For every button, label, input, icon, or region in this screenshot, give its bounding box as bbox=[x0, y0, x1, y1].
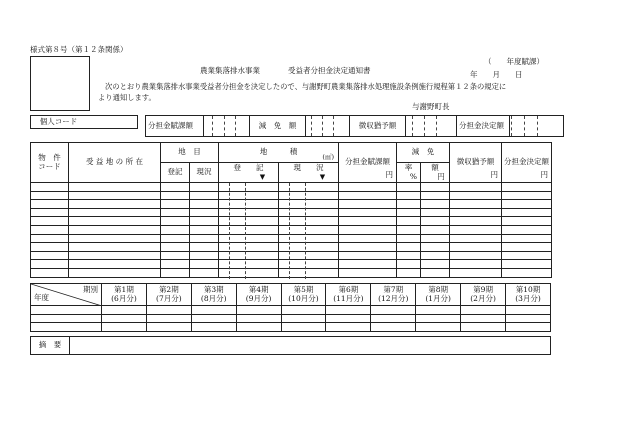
table-cell[interactable] bbox=[190, 217, 219, 226]
table-cell[interactable] bbox=[69, 208, 161, 217]
installment-cell[interactable] bbox=[102, 314, 147, 323]
table-cell[interactable] bbox=[502, 217, 552, 226]
table-cell[interactable] bbox=[279, 234, 339, 243]
table-row bbox=[31, 251, 552, 260]
table-cell[interactable] bbox=[31, 225, 69, 234]
period-header bbox=[506, 284, 551, 306]
table-cell[interactable] bbox=[190, 191, 219, 200]
area-dash bbox=[229, 183, 230, 279]
summary-dash bbox=[511, 116, 512, 136]
installment-cell[interactable] bbox=[506, 323, 551, 332]
table-cell[interactable] bbox=[397, 268, 421, 277]
installment-cell[interactable] bbox=[461, 323, 506, 332]
table-cell[interactable] bbox=[339, 268, 397, 277]
table-cell[interactable] bbox=[339, 208, 397, 217]
installment-cell[interactable] bbox=[236, 314, 281, 323]
table-cell[interactable] bbox=[69, 234, 161, 243]
table-cell[interactable] bbox=[190, 251, 219, 260]
period-header bbox=[416, 284, 461, 306]
col-scheduled-unit: 円 bbox=[490, 170, 498, 180]
table-cell[interactable] bbox=[161, 183, 190, 192]
period-name: 第2期 bbox=[158, 284, 179, 294]
summary-dash bbox=[537, 116, 538, 136]
summary-dash bbox=[212, 116, 213, 136]
table-cell[interactable] bbox=[161, 225, 190, 234]
table-cell[interactable] bbox=[190, 208, 219, 217]
period-month: (6月分) bbox=[111, 293, 137, 303]
table-cell[interactable] bbox=[31, 251, 69, 260]
period-month: (1月分) bbox=[425, 293, 451, 303]
table-cell[interactable] bbox=[69, 268, 161, 277]
period-name: 第3期 bbox=[203, 284, 224, 294]
period-name: 第8期 bbox=[428, 284, 449, 294]
table-cell[interactable] bbox=[279, 225, 339, 234]
table-cell[interactable] bbox=[502, 183, 552, 192]
summary-dash bbox=[436, 116, 437, 136]
col-assessed bbox=[339, 143, 397, 183]
period-month: (12月分) bbox=[378, 293, 409, 303]
triangle-marker: ▼ bbox=[259, 172, 266, 181]
col-scheduled-label: 徴収猶予額 bbox=[456, 157, 495, 167]
installment-row bbox=[31, 306, 551, 315]
table-cell[interactable] bbox=[421, 200, 450, 209]
table-cell[interactable] bbox=[31, 234, 69, 243]
table-cell[interactable] bbox=[502, 200, 552, 209]
table-cell[interactable] bbox=[397, 243, 421, 252]
table-cell[interactable] bbox=[397, 200, 421, 209]
table-cell[interactable] bbox=[450, 268, 502, 277]
table-cell[interactable] bbox=[190, 243, 219, 252]
period-name: 第10期 bbox=[515, 284, 541, 294]
department-label: 農業集落排水事業 bbox=[200, 66, 260, 75]
period-month: (7月分) bbox=[156, 293, 182, 303]
table-cell[interactable] bbox=[31, 260, 69, 269]
table-cell[interactable] bbox=[421, 191, 450, 200]
table-cell[interactable] bbox=[397, 260, 421, 269]
table-cell[interactable] bbox=[219, 234, 279, 243]
remarks-table bbox=[30, 336, 551, 355]
table-cell[interactable] bbox=[219, 251, 279, 260]
period-header bbox=[236, 284, 281, 306]
col-amount-unit: 円 bbox=[437, 171, 445, 181]
table-row bbox=[31, 234, 552, 243]
decided-label: 分担金決定額 bbox=[457, 116, 510, 137]
table-cell[interactable] bbox=[219, 217, 279, 226]
table-cell[interactable] bbox=[397, 225, 421, 234]
table-cell[interactable] bbox=[397, 183, 421, 192]
table-cell[interactable] bbox=[279, 183, 339, 192]
table-cell[interactable] bbox=[279, 208, 339, 217]
exemption-field[interactable] bbox=[306, 116, 350, 137]
installment-cell[interactable] bbox=[146, 314, 191, 323]
installment-cell[interactable] bbox=[102, 323, 147, 332]
table-cell[interactable] bbox=[279, 217, 339, 226]
col-assessed-label: 分担金賦課額 bbox=[345, 157, 390, 167]
period-name: 第5期 bbox=[293, 284, 314, 294]
table-cell[interactable] bbox=[339, 183, 397, 192]
table-cell[interactable] bbox=[69, 200, 161, 209]
installment-cell[interactable] bbox=[416, 314, 461, 323]
installment-cell[interactable] bbox=[371, 314, 416, 323]
table-cell[interactable] bbox=[339, 225, 397, 234]
period-header bbox=[371, 284, 416, 306]
exemption-label: 減 免 額 bbox=[250, 116, 306, 137]
area-dash bbox=[305, 183, 306, 279]
table-cell[interactable] bbox=[450, 225, 502, 234]
period-name: 第9期 bbox=[473, 284, 493, 294]
installment-rows bbox=[31, 306, 551, 332]
table-cell[interactable] bbox=[31, 200, 69, 209]
period-header bbox=[461, 284, 506, 306]
installment-cell[interactable] bbox=[326, 306, 371, 315]
table-cell[interactable] bbox=[161, 268, 190, 277]
col-land-category: 地 目 bbox=[161, 143, 219, 163]
period-header bbox=[191, 284, 236, 306]
area-dash bbox=[289, 183, 290, 279]
table-cell[interactable] bbox=[450, 234, 502, 243]
table-cell[interactable] bbox=[219, 268, 279, 277]
summary-dash bbox=[311, 116, 312, 136]
table-cell[interactable] bbox=[161, 234, 190, 243]
form-number: 様式第８号（第１２条関係） bbox=[30, 45, 128, 54]
period-header bbox=[326, 284, 371, 306]
table-cell[interactable] bbox=[69, 183, 161, 192]
table-row bbox=[31, 268, 552, 277]
table-cell[interactable] bbox=[31, 217, 69, 226]
amount-summary-table bbox=[145, 115, 564, 137]
table-cell[interactable] bbox=[279, 268, 339, 277]
installment-cell[interactable] bbox=[281, 314, 326, 323]
summary-dash bbox=[524, 116, 525, 136]
table-cell[interactable] bbox=[397, 234, 421, 243]
table-cell[interactable] bbox=[161, 191, 190, 200]
installment-cell[interactable] bbox=[191, 314, 236, 323]
issuer-name: 与謝野町長 bbox=[412, 102, 450, 111]
col-decided-label: 分担金決定額 bbox=[504, 157, 549, 167]
fiscal-year: （ 年度賦課） bbox=[484, 57, 544, 66]
table-cell[interactable] bbox=[31, 268, 69, 277]
table-cell[interactable] bbox=[339, 260, 397, 269]
table-cell[interactable] bbox=[421, 243, 450, 252]
period-label: 期別 bbox=[83, 285, 98, 294]
col-area-label: 地 積 bbox=[259, 147, 298, 157]
period-month: (9月分) bbox=[245, 293, 272, 303]
table-row bbox=[31, 243, 552, 252]
col-area bbox=[219, 143, 339, 163]
table-cell[interactable] bbox=[161, 243, 190, 252]
installment-cell[interactable] bbox=[191, 306, 236, 315]
installment-cell[interactable] bbox=[236, 323, 281, 332]
table-row bbox=[31, 200, 552, 209]
col-rate-unit: % bbox=[409, 171, 418, 181]
installment-cell[interactable] bbox=[326, 314, 371, 323]
table-cell[interactable] bbox=[421, 225, 450, 234]
table-cell[interactable] bbox=[339, 191, 397, 200]
installment-cell[interactable] bbox=[31, 323, 102, 332]
table-row bbox=[31, 225, 552, 234]
table-cell[interactable] bbox=[69, 243, 161, 252]
table-cell[interactable] bbox=[502, 243, 552, 252]
table-cell[interactable] bbox=[502, 208, 552, 217]
table-cell[interactable] bbox=[161, 217, 190, 226]
installment-cell[interactable] bbox=[506, 314, 551, 323]
table-cell[interactable] bbox=[31, 183, 69, 192]
table-cell[interactable] bbox=[279, 191, 339, 200]
summary-dash bbox=[412, 116, 413, 136]
period-year-header bbox=[31, 284, 102, 306]
table-cell[interactable] bbox=[339, 234, 397, 243]
table-cell[interactable] bbox=[279, 243, 339, 252]
table-cell[interactable] bbox=[161, 208, 190, 217]
table-cell[interactable] bbox=[421, 217, 450, 226]
summary-dash bbox=[235, 116, 236, 136]
col-amount-label: 額 bbox=[431, 162, 439, 172]
personal-code-field[interactable] bbox=[86, 116, 138, 129]
table-cell[interactable] bbox=[219, 191, 279, 200]
table-cell[interactable] bbox=[450, 191, 502, 200]
col-registered: 登記 bbox=[161, 163, 190, 183]
summary-dash bbox=[224, 116, 225, 136]
table-row bbox=[31, 208, 552, 217]
table-cell[interactable] bbox=[219, 225, 279, 234]
col-scheduled bbox=[450, 143, 502, 183]
col-exemption: 減 免 bbox=[397, 143, 450, 163]
col-rate bbox=[397, 163, 421, 183]
area-dash bbox=[245, 183, 246, 279]
table-cell[interactable] bbox=[161, 260, 190, 269]
installment-cell[interactable] bbox=[326, 323, 371, 332]
col-area-current bbox=[279, 163, 339, 183]
installment-cell[interactable] bbox=[461, 306, 506, 315]
table-cell[interactable] bbox=[190, 268, 219, 277]
installment-cell[interactable] bbox=[506, 306, 551, 315]
table-cell[interactable] bbox=[502, 234, 552, 243]
table-cell[interactable] bbox=[161, 200, 190, 209]
summary-dash bbox=[424, 116, 425, 136]
remarks-field[interactable] bbox=[70, 337, 551, 355]
document-title: 受益者分担金決定通知書 bbox=[288, 66, 371, 75]
table-row bbox=[31, 183, 552, 192]
installment-cell[interactable] bbox=[146, 323, 191, 332]
col-location: 受 益 地 の 所 在 bbox=[69, 143, 161, 183]
table-row bbox=[31, 260, 552, 269]
table-cell[interactable] bbox=[31, 243, 69, 252]
table-cell[interactable] bbox=[190, 260, 219, 269]
period-month: (8月分) bbox=[200, 293, 227, 303]
parcel-rows bbox=[31, 183, 552, 278]
table-row bbox=[31, 191, 552, 200]
summary-table bbox=[30, 115, 138, 129]
col-area-registered bbox=[219, 163, 279, 183]
col-rate-label: 率 bbox=[404, 162, 413, 172]
table-cell[interactable] bbox=[339, 200, 397, 209]
assessed-field[interactable] bbox=[204, 116, 250, 137]
col-decided bbox=[502, 143, 552, 183]
table-cell[interactable] bbox=[502, 251, 552, 260]
table-cell[interactable] bbox=[397, 251, 421, 260]
col-current: 現況 bbox=[190, 163, 219, 183]
table-cell[interactable] bbox=[502, 191, 552, 200]
table-cell[interactable] bbox=[339, 217, 397, 226]
installment-cell[interactable] bbox=[281, 323, 326, 332]
installment-cell[interactable] bbox=[281, 306, 326, 315]
remarks-label: 摘 要 bbox=[31, 337, 70, 355]
table-cell[interactable] bbox=[69, 251, 161, 260]
table-cell[interactable] bbox=[190, 200, 219, 209]
installment-cell[interactable] bbox=[31, 306, 102, 315]
table-cell[interactable] bbox=[69, 191, 161, 200]
installment-table bbox=[30, 283, 551, 332]
installment-cell[interactable] bbox=[416, 306, 461, 315]
col-amount bbox=[421, 163, 450, 183]
scheduled-label: 徴収猶予額 bbox=[350, 116, 406, 137]
period-month: (3月分) bbox=[515, 293, 541, 303]
period-month: (11月分) bbox=[333, 293, 364, 303]
col-object-code: 物 件 コード bbox=[31, 143, 69, 183]
table-cell[interactable] bbox=[219, 208, 279, 217]
personal-code-label: 個人コード bbox=[31, 116, 87, 129]
table-cell[interactable] bbox=[339, 251, 397, 260]
table-cell[interactable] bbox=[397, 208, 421, 217]
table-cell[interactable] bbox=[421, 260, 450, 269]
period-month: (10月分) bbox=[288, 293, 319, 303]
table-cell[interactable] bbox=[397, 217, 421, 226]
table-cell[interactable] bbox=[31, 208, 69, 217]
installment-cell[interactable] bbox=[236, 306, 281, 315]
table-cell[interactable] bbox=[450, 200, 502, 209]
summary-dash bbox=[333, 116, 334, 136]
issue-date: 年 月 日 bbox=[470, 70, 523, 79]
summary-dash bbox=[322, 116, 323, 136]
installment-cell[interactable] bbox=[146, 306, 191, 315]
table-cell[interactable] bbox=[219, 260, 279, 269]
installment-cell[interactable] bbox=[191, 323, 236, 332]
table-cell[interactable] bbox=[31, 191, 69, 200]
table-cell[interactable] bbox=[219, 243, 279, 252]
table-cell[interactable] bbox=[450, 260, 502, 269]
installment-cell[interactable] bbox=[371, 306, 416, 315]
period-header bbox=[281, 284, 326, 306]
table-cell[interactable] bbox=[279, 260, 339, 269]
table-cell[interactable] bbox=[450, 217, 502, 226]
table-cell[interactable] bbox=[421, 268, 450, 277]
installment-cell[interactable] bbox=[416, 323, 461, 332]
table-cell[interactable] bbox=[190, 183, 219, 192]
installment-cell[interactable] bbox=[102, 306, 147, 315]
parcel-table bbox=[30, 142, 552, 278]
table-cell[interactable] bbox=[190, 234, 219, 243]
table-cell[interactable] bbox=[421, 208, 450, 217]
table-cell[interactable] bbox=[502, 260, 552, 269]
table-cell[interactable] bbox=[190, 225, 219, 234]
table-cell[interactable] bbox=[161, 251, 190, 260]
table-cell[interactable] bbox=[502, 225, 552, 234]
period-month: (2月分) bbox=[470, 293, 496, 303]
table-cell[interactable] bbox=[219, 183, 279, 192]
col-area-current-label: 現 況 bbox=[293, 162, 324, 172]
notice-body-line2: より通知します。 bbox=[98, 93, 156, 102]
period-name: 第4期 bbox=[248, 284, 269, 294]
period-name: 第6期 bbox=[338, 284, 359, 294]
installment-cell[interactable] bbox=[461, 314, 506, 323]
notice-body-line1: 次のとおり農業集落排水事業受益者分担金を決定したので、与謝野町農業集落排水処理施設条例施行規程第１２条の規定に bbox=[105, 82, 507, 91]
table-cell[interactable] bbox=[502, 268, 552, 277]
table-cell[interactable] bbox=[421, 234, 450, 243]
period-name: 第7期 bbox=[383, 284, 404, 294]
table-cell[interactable] bbox=[421, 251, 450, 260]
table-cell[interactable] bbox=[69, 225, 161, 234]
table-cell[interactable] bbox=[421, 183, 450, 192]
table-cell[interactable] bbox=[279, 200, 339, 209]
period-header bbox=[146, 284, 191, 306]
col-area-registered-label: 登 記 bbox=[233, 162, 264, 172]
col-decided-unit: 円 bbox=[540, 170, 548, 180]
table-cell[interactable] bbox=[69, 217, 161, 226]
table-cell[interactable] bbox=[450, 183, 502, 192]
col-assessed-unit: 円 bbox=[385, 170, 393, 180]
scheduled-field[interactable] bbox=[406, 116, 457, 137]
stamp-box bbox=[30, 56, 90, 111]
installment-cell[interactable] bbox=[371, 323, 416, 332]
table-cell[interactable] bbox=[450, 251, 502, 260]
installment-cell[interactable] bbox=[31, 314, 102, 323]
installment-row bbox=[31, 314, 551, 323]
installment-row bbox=[31, 323, 551, 332]
table-cell[interactable] bbox=[450, 243, 502, 252]
triangle-marker: ▼ bbox=[319, 172, 326, 181]
year-label: 年度 bbox=[34, 293, 49, 303]
period-name: 第1期 bbox=[114, 284, 134, 294]
table-cell[interactable] bbox=[397, 191, 421, 200]
table-cell[interactable] bbox=[450, 208, 502, 217]
table-cell[interactable] bbox=[279, 251, 339, 260]
assessed-label: 分担金賦課額 bbox=[146, 116, 204, 137]
col-area-unit: (㎡) bbox=[322, 152, 334, 161]
table-row bbox=[31, 217, 552, 226]
table-cell[interactable] bbox=[219, 200, 279, 209]
table-cell[interactable] bbox=[69, 260, 161, 269]
period-header bbox=[102, 284, 147, 306]
table-cell[interactable] bbox=[339, 243, 397, 252]
